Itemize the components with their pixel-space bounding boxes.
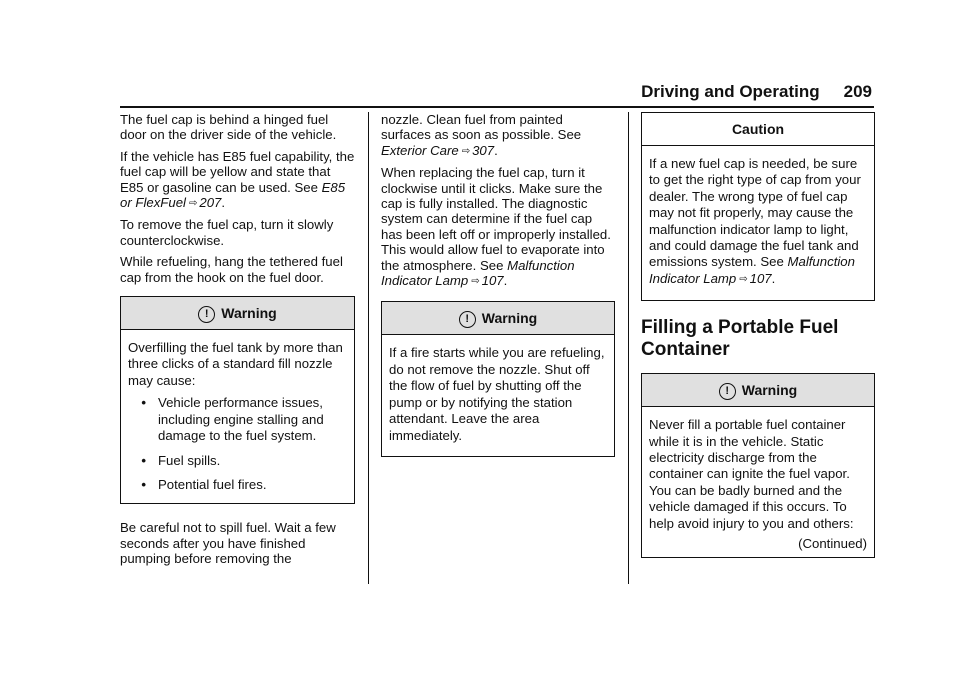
- warning-icon: !: [459, 311, 476, 328]
- cross-reference-link[interactable]: Malfunction Indicator Lamp ⇨ 107: [381, 257, 575, 289]
- paragraph: While refueling, hang the tethered fuel cap from the hook on the fuel door.: [120, 254, 343, 285]
- column-divider: [628, 112, 629, 584]
- caution-text: If a new fuel cap is needed, be sure to get the right type of cap from your dealer. The wrong type of fuel cap may not fit properly, may cause the malfunction indicator lamp to light, and could damage the fuel tank and emissions system. See Malfunction Indicator Lamp ⇨ 107.: [649, 156, 861, 286]
- warning-intro: Overfilling the fuel tank by more than three clicks of a standard fill nozzle may cause:: [128, 340, 343, 388]
- warning-box: [120, 296, 355, 504]
- warning-body: [382, 335, 614, 455]
- page-header: [641, 82, 872, 102]
- caution-box: [641, 112, 875, 301]
- warning-text: Never fill a portable fuel container while it is in the vehicle. Static electricity discharge from the container can ignite the fuel vapor. You can be badly burned and the vehicle damaged if this occurs. To help avoid injury to you and others:: [649, 417, 854, 531]
- warning-icon: !: [198, 306, 215, 323]
- bullet-icon: •: [141, 395, 146, 411]
- continued-label: (Continued): [798, 536, 867, 552]
- column-2: [381, 112, 615, 457]
- warning-text: If a fire starts while you are refueling, do not remove the nozzle. Shut off the flow of fuel by shutting off the pump or by notifying the station attendant. Leave the area immediately.: [389, 345, 605, 443]
- warning-body: [121, 330, 354, 503]
- page-number: 209: [843, 82, 872, 101]
- caution-header: Caution: [642, 113, 874, 146]
- list-item: • Potential fuel fires.: [128, 477, 347, 493]
- warning-icon: !: [719, 383, 736, 400]
- column-1: [120, 112, 355, 573]
- list-item: • Fuel spills.: [128, 453, 347, 469]
- warning-box: [381, 301, 615, 456]
- section-header-title: Driving and Operating: [641, 82, 820, 101]
- bullet-icon: •: [141, 476, 146, 492]
- paragraph: nozzle. Clean fuel from painted surfaces as soon as possible. See Exterior Care ⇨ 307.: [381, 112, 582, 158]
- paragraph: To remove the fuel cap, turn it slowly counterclockwise.: [120, 217, 334, 248]
- column-3: [641, 112, 875, 558]
- warning-body: [642, 407, 874, 556]
- page-reference-arrow-icon: ⇨: [188, 198, 198, 210]
- warning-header: ! Warning: [121, 297, 354, 330]
- list-item: • Vehicle performance issues, including engine stalling and damage to the fuel system.: [128, 395, 347, 444]
- paragraph: If the vehicle has E85 fuel capability, the fuel cap will be yellow and state that E85 or gasoline can be used. See E85 or FlexFuel ⇨ 207.: [120, 148, 355, 211]
- warning-header: ! Warning: [642, 374, 874, 407]
- column-divider: [368, 112, 369, 584]
- page-reference-arrow-icon: ⇨: [471, 276, 480, 288]
- paragraph: When replacing the fuel cap, turn it clockwise until it clicks. Make sure the cap is fully installed. The diagnostic system can determine if the fuel cap has been left off or improperly installed. This would allow fuel to evaporate into the atmosphere. See Malfunction Indicator Lamp ⇨ 107.: [381, 165, 611, 289]
- header-rule: [120, 106, 874, 108]
- bullet-icon: •: [141, 452, 146, 468]
- page-reference-arrow-icon: ⇨: [739, 273, 748, 285]
- page-reference-arrow-icon: ⇨: [461, 145, 471, 157]
- cross-reference-link[interactable]: Malfunction Indicator Lamp ⇨ 107: [649, 254, 855, 286]
- caution-body: [642, 146, 874, 300]
- warning-box: [641, 373, 875, 557]
- section-title: Filling a Portable Fuel Container: [641, 317, 839, 361]
- cross-reference-link[interactable]: Exterior Care ⇨ 307: [381, 142, 495, 158]
- paragraph: The fuel cap is behind a hinged fuel door on the driver side of the vehicle.: [120, 112, 337, 143]
- cross-reference-link[interactable]: E85 or FlexFuel ⇨ 207: [120, 179, 346, 211]
- paragraph: Be careful not to spill fuel. Wait a few seconds after you have finished pumping before removing the: [120, 520, 336, 567]
- warning-list: [128, 395, 347, 493]
- warning-header: ! Warning: [382, 302, 614, 335]
